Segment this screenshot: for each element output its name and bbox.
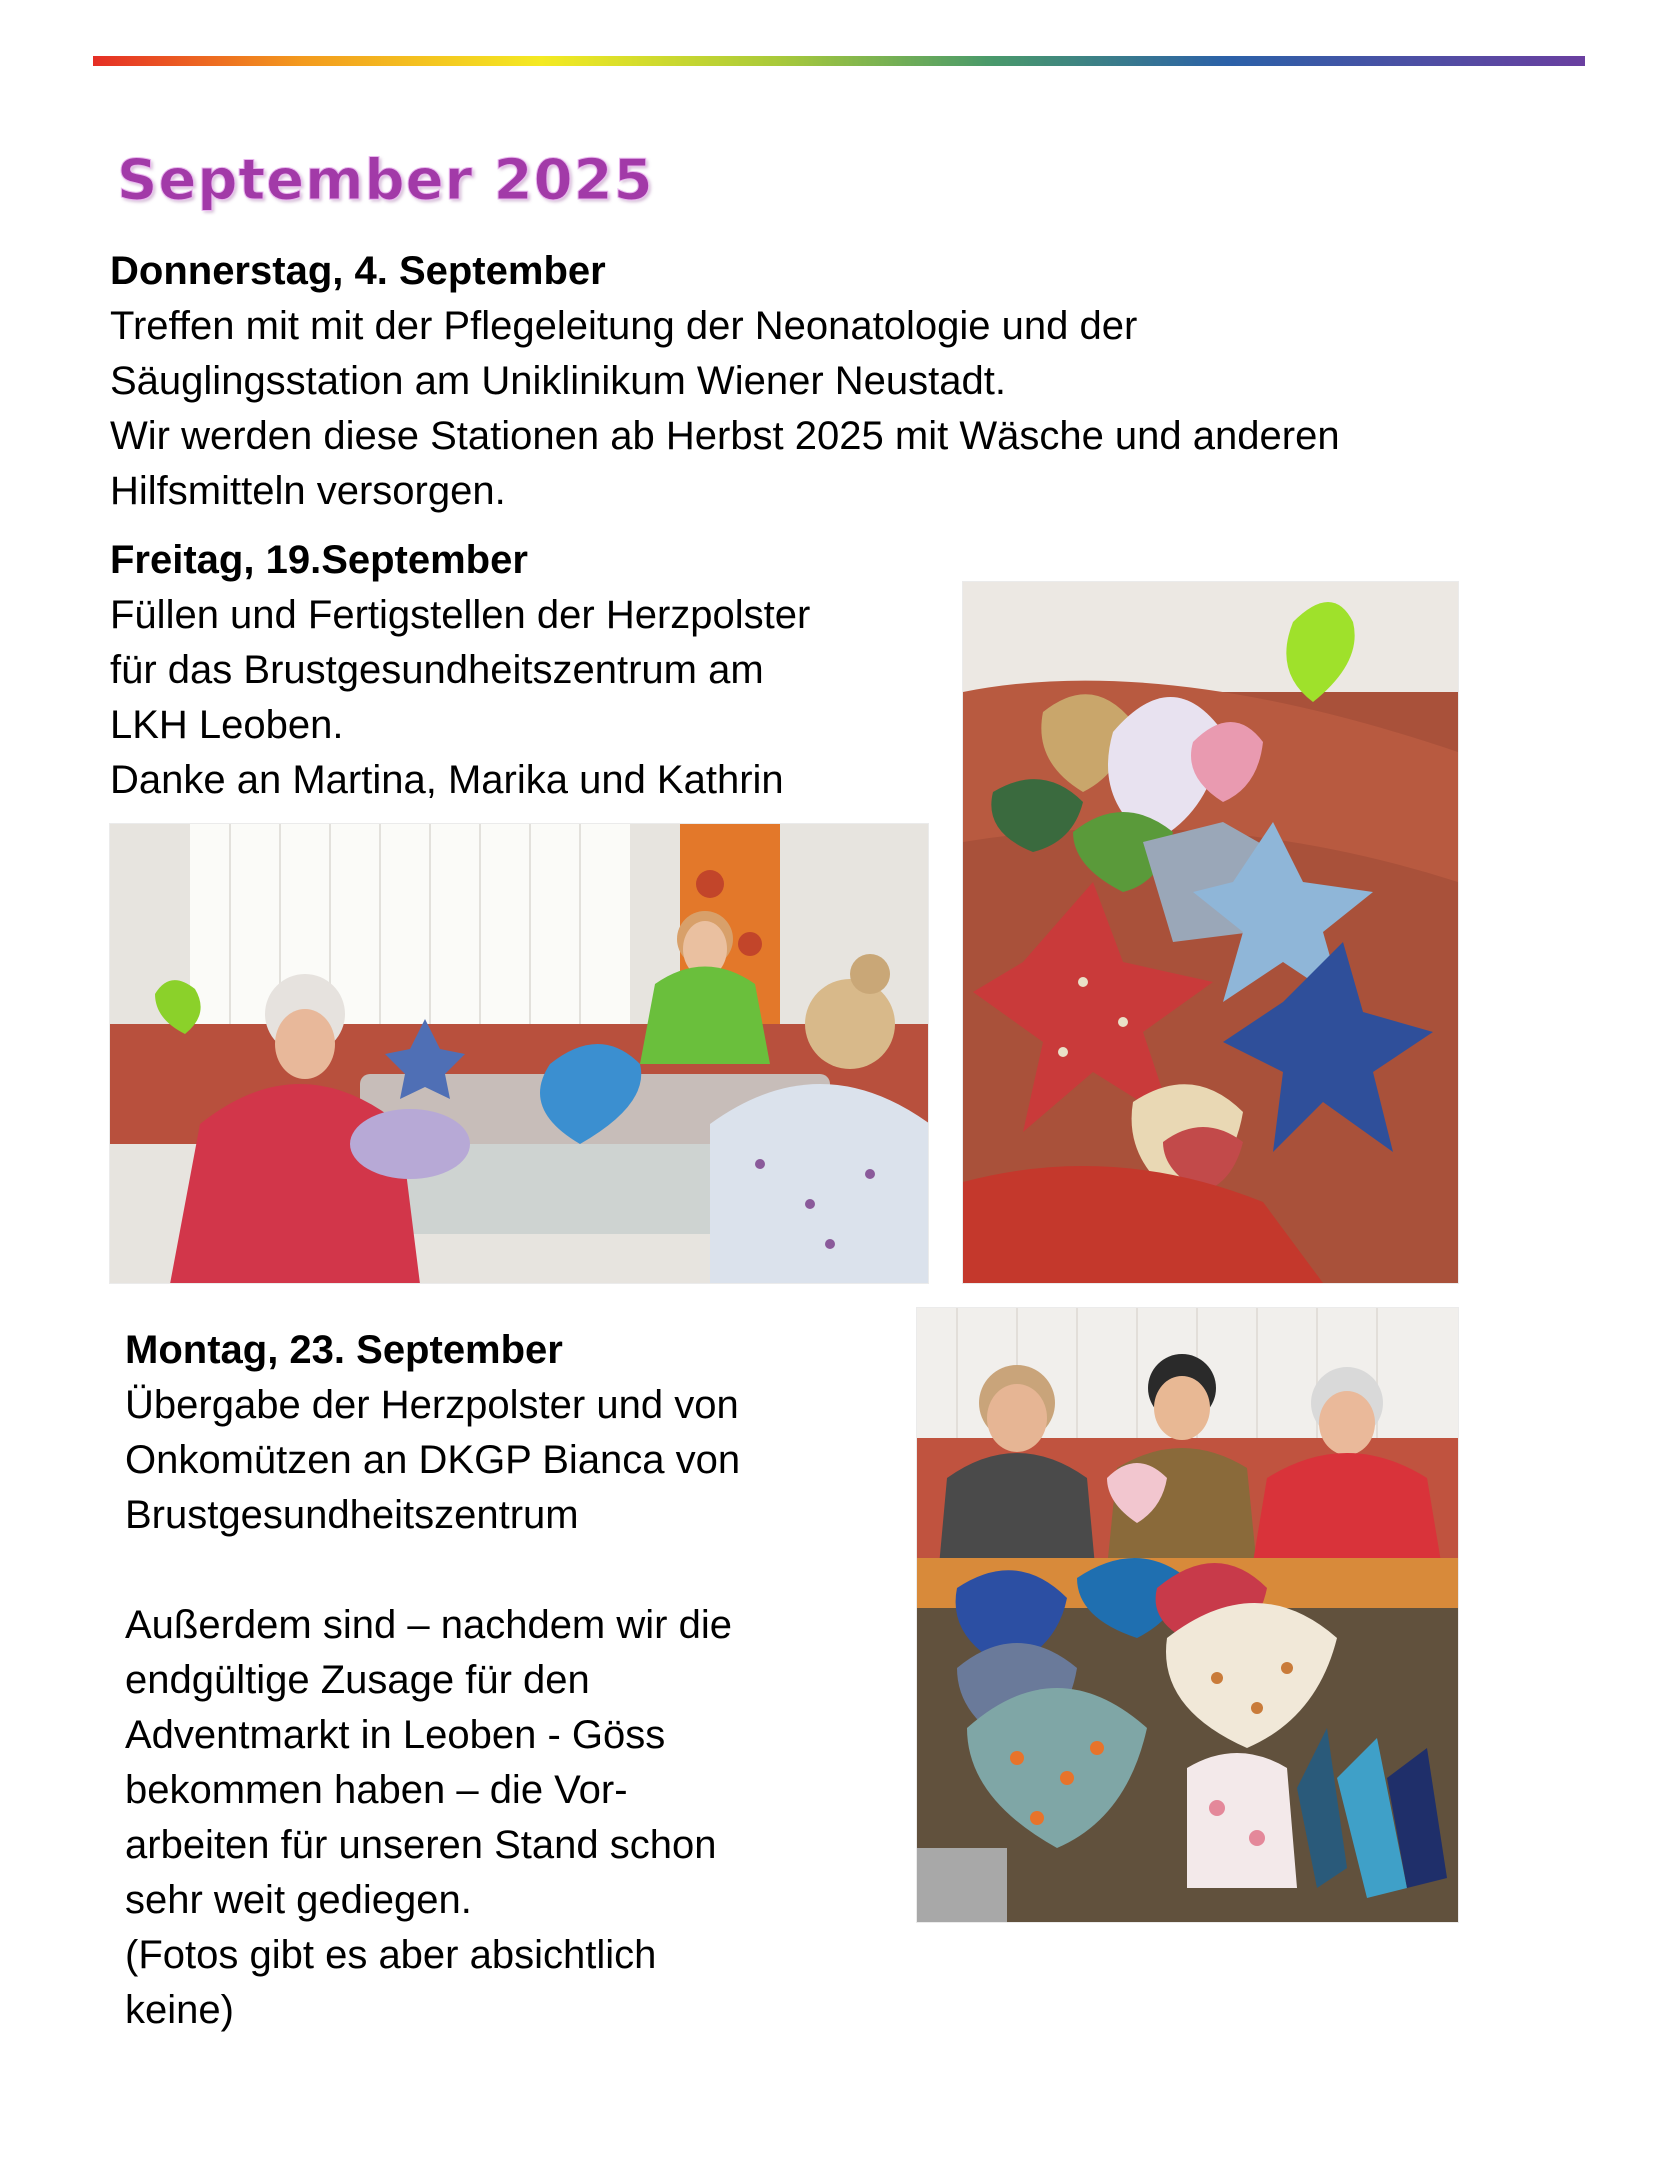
- photo-handover-image: [917, 1308, 1458, 1922]
- entry-date: Montag, 23. September: [125, 1328, 563, 1372]
- entry-date: Donnerstag, 4. September: [110, 249, 606, 293]
- entry-sep-23: [125, 1323, 905, 2038]
- entry-text: Außerdem sind – nachdem wir die endgültige Zusage für den Adventmarkt in Leoben - Göss bekommen haben – die Vor- arbeiten für unseren Stand schon sehr weit gediegen. (Fotos gibt es aber absichtlich keine): [125, 1603, 732, 2032]
- photo-sewing-session: [110, 824, 928, 1283]
- entry-sep-4: [110, 244, 1510, 519]
- entry-date: Freitag, 19.September: [110, 538, 528, 582]
- photo-sewing-image: [110, 824, 928, 1283]
- entry-text: Füllen und Fertigstellen der Herzpolster für das Brustgesundheitszentrum am LKH Leoben. Danke an Martina, Marika und Kathrin: [110, 593, 811, 802]
- photo-pillows-image: [963, 582, 1458, 1283]
- page-title: September 2025: [117, 148, 654, 213]
- entry-sep-19: [110, 533, 960, 808]
- photo-pillows-on-sofa: [963, 582, 1458, 1283]
- entry-text: Treffen mit mit der Pflegeleitung der Neonatologie und der Säuglingsstation am Uniklinikum Wiener Neustadt. Wir werden diese Stationen ab Herbst 2025 mit Wäsche und anderen Hilfsmitteln versorgen.: [110, 304, 1340, 513]
- rainbow-divider: [93, 56, 1585, 66]
- entry-text: Übergabe der Herzpolster und von Onkomützen an DKGP Bianca von Brustgesundheitszentrum: [125, 1383, 741, 1537]
- photo-handover: [917, 1308, 1458, 1922]
